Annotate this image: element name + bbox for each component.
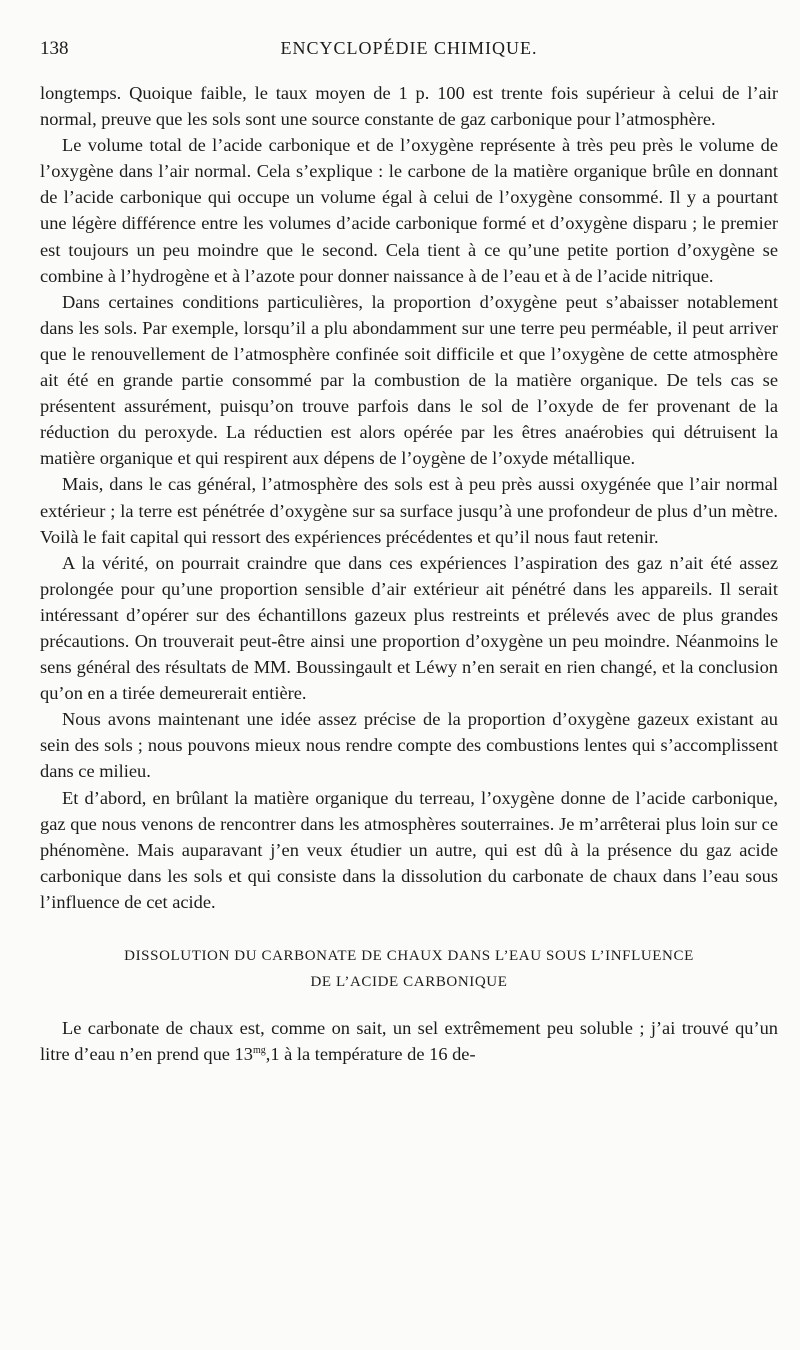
page-header xyxy=(40,38,778,68)
section-heading-line: DISSOLUTION DU CARBONATE DE CHAUX DANS L’EAU SOUS L’INFLUENCE xyxy=(124,948,694,964)
paragraph: Et d’abord, en brûlant la matière organique du terreau, l’oxygène donne de l’acide carbonique, gaz que nous venons de rencontrer dans les atmosphères souterraines. Je m’arrêterai plus loin sur ce phénomène. Mais auparavant j’en veux étudier un autre, qui est dû à la présence du gaz acide carbonique dans les sols et qui consiste dans la dissolution du carbonate de chaux dans l’eau sous l’influence de cet acide. xyxy=(40,787,778,912)
paragraph: Nous avons maintenant une idée assez précise de la proportion d’oxygène gazeux existant au sein des sols ; nous pouvons mieux nous rendre compte des combustions lentes qui s’accomplissent dans ce milieu. xyxy=(40,709,778,782)
page-number: 138 xyxy=(40,38,69,59)
paragraph-text: Le carbonate de chaux est, comme on sait, un sel extrêmement peu soluble ; j’ai trouvé qu’un litre d’eau n’en prend que 13 xyxy=(40,1018,778,1065)
section-heading-line: DE L’ACIDE CARBONIQUE xyxy=(310,974,508,990)
paragraph: A la vérité, on pourrait craindre que dans ces expériences l’aspiration des gaz n’ait été assez prolongée pour qu’une proportion sensible d’air extérieur ait pénétré dans les appareils. Il serait intéressant d’opérer sur des échantillons gazeux plus restreints et prélevés avec de plus grandes précautions. On trouverait peut-être ainsi une proportion d’oxygène un peu moindre. Néanmoins le sens général des résultats de MM. Boussingault et Léwy n’en serait en rien changé, et la conclusion qu’on en a tirée demeurerait entière. xyxy=(40,552,778,704)
paragraph xyxy=(40,1015,778,1067)
paragraph: Mais, dans le cas général, l’atmosphère des sols est à peu près aussi oxygénée que l’air normal extérieur ; la terre est pénétrée d’oxygène sur sa surface jusqu’à une profondeur de plus d’un mètre. Voilà le fait capital qui ressort des expériences précédentes et qu’il nous faut retenir. xyxy=(40,474,778,547)
running-title: ENCYCLOPÉDIE CHIMIQUE. xyxy=(280,38,538,58)
unit-superscript: mg xyxy=(252,1044,266,1056)
paragraph: Le volume total de l’acide carbonique et de l’oxygène représente à très peu près le volume de l’oxygène dans l’air normal. Cela s’explique : le carbone de la matière organique brûle en donnant de l’acide carbonique qui occupe un volume égal à celui de l’oxygène consommé. Il y a pourtant une légère différence entre les volumes d’acide carbonique formé et d’oxygène disparu ; le premier est toujours un peu moindre que le second. Cela tient à ce qu’une petite portion d’oxygène se combine à l’hydrogène et à l’azote pour donner naissance à de l’eau et à de l’acide nitrique. xyxy=(40,135,778,286)
paragraph: Dans certaines conditions particulières, la proportion d’oxygène peut s’abaisser notablement dans les sols. Par exemple, lorsqu’il a plu abondamment sur une terre peu perméable, il peut arriver que le renouvellement de l’atmosphère confinée soit difficile et que l’oxygène de cette atmosphère ait été en grande partie consommé par la combustion de la matière organique. De tels cas se présentent assurément, puisqu’on trouve parfois dans le sol de l’oxyde de fer provenant de la réduction du peroxyde. La réductien est alors opérée par les êtres anaérobies qui détruisent la matière organique et qui respirent aux dépens de l’oygène de l’oxyde métallique. xyxy=(40,291,778,469)
body-text xyxy=(40,80,778,1067)
paragraph-text: ,1 à la température de 16 de- xyxy=(265,1044,476,1065)
section-heading xyxy=(40,943,778,995)
paragraph: longtemps. Quoique faible, le taux moyen de 1 p. 100 est trente fois supérieur à celui de l’air normal, preuve que les sols sont une source constante de gaz carbonique pour l’atmosphère. xyxy=(40,83,778,130)
